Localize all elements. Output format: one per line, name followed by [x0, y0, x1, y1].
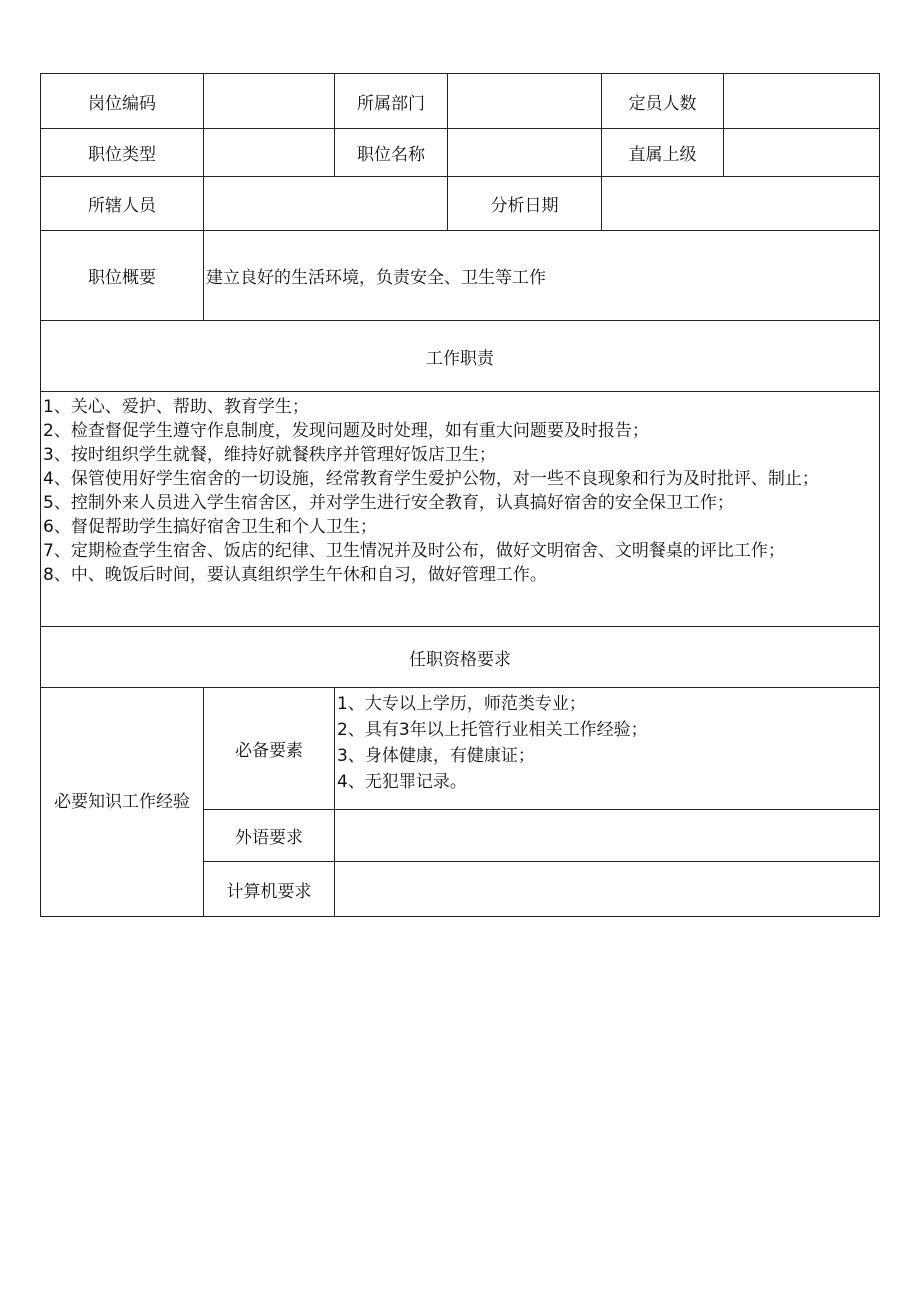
position-code-label: 岗位编码 — [41, 74, 204, 129]
job-description-table — [40, 73, 880, 917]
essential-label: 必备要素 — [204, 688, 335, 810]
job-title-label: 职位名称 — [335, 129, 448, 177]
direct-supervisor-value — [724, 129, 880, 177]
header-row-1 — [41, 74, 880, 129]
job-type-value — [204, 129, 335, 177]
essential-item: 2、具有3年以上托管行业相关工作经验； — [337, 720, 648, 740]
headcount-value — [724, 74, 880, 129]
job-type-label: 职位类型 — [41, 129, 204, 177]
qualifications-title: 任职资格要求 — [41, 627, 880, 688]
duty-item: 2、检查督促学生遵守作息制度，发现问题及时处理，如有重大问题要及时报告； — [43, 421, 649, 441]
essential-row — [41, 688, 880, 810]
subordinates-label: 所辖人员 — [41, 177, 204, 231]
department-value — [448, 74, 602, 129]
subordinates-value — [204, 177, 448, 231]
computer-label: 计算机要求 — [204, 862, 335, 917]
duties-title: 工作职责 — [41, 321, 880, 392]
duties-title-row — [41, 321, 880, 392]
knowledge-experience-label: 必要知识工作经验 — [41, 688, 204, 917]
direct-supervisor-label: 直属上级 — [602, 129, 724, 177]
duty-item: 4、保管使用好学生宿舍的一切设施，经常教育学生爱护公物，对一些不良现象和行为及时批评、制止； — [43, 469, 819, 489]
summary-text: 建立良好的生活环境，负责安全、卫生等工作 — [204, 231, 880, 321]
language-label: 外语要求 — [204, 810, 335, 862]
duty-item: 3、按时组织学生就餐，维持好就餐秩序并管理好饭店卫生； — [43, 445, 496, 465]
qualifications-title-row — [41, 627, 880, 688]
duty-item: 1、关心、爱护、帮助、教育学生； — [43, 397, 309, 417]
duty-item: 8、中、晚饭后时间，要认真组织学生午休和自习，做好管理工作。 — [43, 565, 547, 585]
essential-item: 1、大专以上学历，师范类专业； — [337, 694, 586, 714]
header-row-2 — [41, 129, 880, 177]
summary-row — [41, 231, 880, 321]
job-title-value — [448, 129, 602, 177]
duties-list — [41, 392, 880, 627]
analysis-date-label: 分析日期 — [448, 177, 602, 231]
job-description-form — [40, 73, 879, 917]
header-row-3 — [41, 177, 880, 231]
computer-value — [335, 862, 880, 917]
essential-item: 3、身体健康，有健康证； — [337, 746, 535, 766]
summary-label: 职位概要 — [41, 231, 204, 321]
duty-item: 6、督促帮助学生搞好宿舍卫生和个人卫生； — [43, 517, 377, 537]
department-label: 所属部门 — [335, 74, 448, 129]
duties-body-row — [41, 392, 880, 627]
analysis-date-value — [602, 177, 880, 231]
language-value — [335, 810, 880, 862]
duty-item: 5、控制外来人员进入学生宿舍区，并对学生进行安全教育，认真搞好宿舍的安全保卫工作； — [43, 493, 734, 513]
position-code-value — [204, 74, 335, 129]
duty-item: 7、定期检查学生宿舍、饭店的纪律、卫生情况并及时公布，做好文明宿舍、文明餐桌的评比工作； — [43, 541, 785, 561]
headcount-label: 定员人数 — [602, 74, 724, 129]
essential-item: 4、无犯罪记录。 — [337, 772, 467, 792]
essential-list — [335, 688, 880, 810]
